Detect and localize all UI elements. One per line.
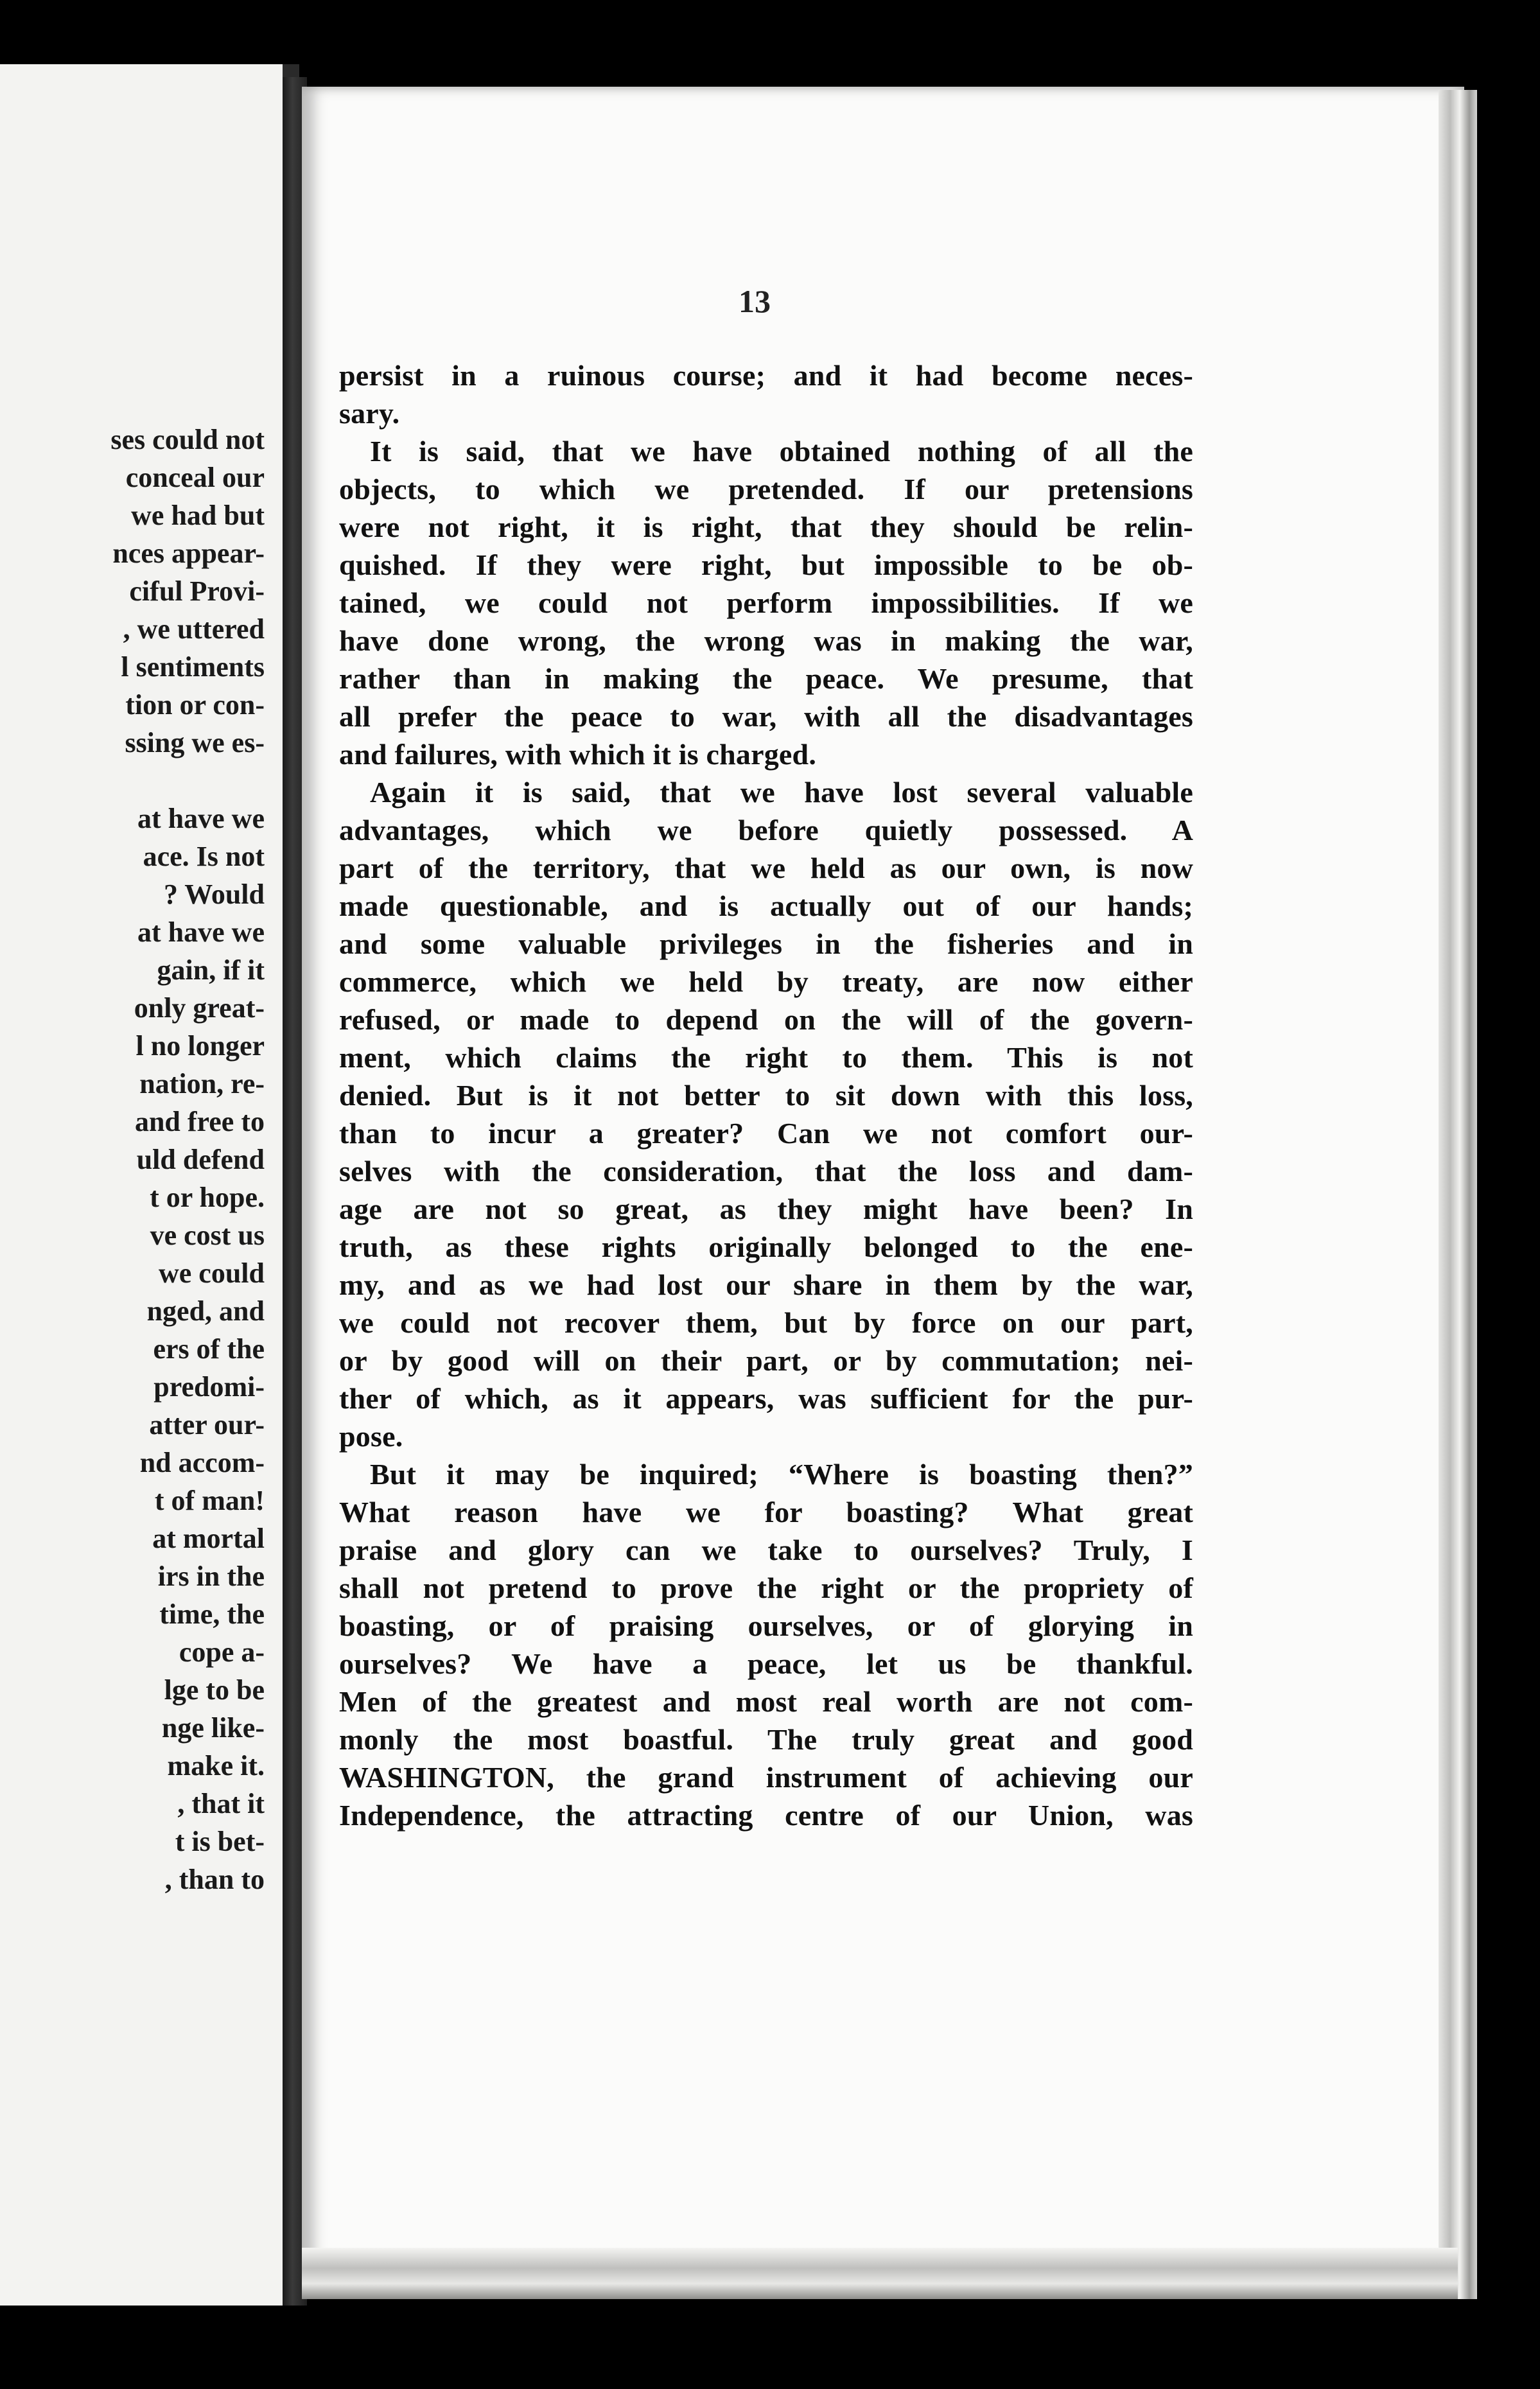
text-line: Again it is said, that we have lost several valuable (370, 776, 1193, 809)
left-page-line: ers of the (153, 1333, 265, 1365)
text-line: commerce, which we held by treaty, are now either (339, 965, 1193, 998)
left-page-line: and free to (134, 1106, 265, 1137)
left-page-line: ve cost us (150, 1220, 265, 1251)
left-page-line: lge to be (164, 1674, 265, 1706)
left-page-line: time, the (159, 1598, 265, 1630)
left-page-line: ses could not (110, 424, 265, 455)
text-line: Independence, the attracting centre of our Union, was (339, 1799, 1193, 1832)
text-line: sary. (339, 397, 400, 430)
text-line: ther of which, as it appears, was sufficient for the pur- (339, 1382, 1193, 1415)
text-line: than to incur a greater? Can we not comfort our- (339, 1117, 1193, 1150)
bottom-page-edge (302, 2248, 1458, 2299)
text-line: What reason have we for boasting? What great (339, 1496, 1193, 1528)
left-page-line: predomi- (153, 1371, 265, 1403)
text-line: pose. (339, 1420, 403, 1453)
text-line: refused, or made to depend on the will of the govern- (339, 1003, 1193, 1036)
left-page-line: , we uttered (123, 613, 265, 645)
text-line: part of the territory, that we held as our own, is now (339, 852, 1193, 884)
body-text (339, 356, 1193, 1834)
left-page-line: nd accom- (139, 1447, 265, 1478)
text-line: advantages, which we before quietly possessed. A (339, 814, 1193, 846)
left-page-line: nation, re- (139, 1068, 265, 1099)
left-page-line: l sentiments (121, 651, 265, 683)
left-page-line: l no longer (136, 1030, 265, 1062)
left-page-line: ssing we es- (125, 727, 265, 758)
text-line: quished. If they were right, but impossible to be ob- (339, 548, 1193, 581)
left-page-line: gain, if it (157, 954, 265, 986)
text-line: my, and as we had lost our share in them by the war, (339, 1268, 1193, 1301)
left-page-line: at have we (137, 916, 265, 948)
text-line: shall not pretend to prove the right or the propriety of (339, 1571, 1193, 1604)
left-page-line: we could (159, 1257, 265, 1289)
text-line: and failures, with which it is charged. (339, 738, 817, 771)
left-page-line: at mortal (152, 1523, 265, 1554)
text-line: all prefer the peace to war, with all the disadvantages (339, 700, 1193, 733)
left-page-line (110, 762, 265, 800)
left-page-line: tion or con- (125, 689, 265, 721)
text-line: ment, which claims the right to them. This is not (339, 1041, 1193, 1074)
left-page-line: cope a- (179, 1636, 265, 1668)
left-page-text (110, 421, 265, 1898)
left-page-line: , than to (164, 1864, 265, 1895)
page-edge (1439, 90, 1477, 2299)
text-line: selves with the consideration, that the loss and dam- (339, 1155, 1193, 1187)
text-line: made questionable, and is actually out of our hands; (339, 889, 1193, 922)
left-page-line: atter our- (149, 1409, 265, 1440)
left-page-line: , that it (177, 1788, 265, 1819)
text-line: WASHINGTON, the grand instrument of achieving our (339, 1761, 1193, 1794)
left-page-line: ? Would (164, 879, 265, 910)
text-line: ourselves? We have a peace, let us be thankful. (339, 1647, 1193, 1680)
left-page-line: uld defend (136, 1144, 265, 1175)
left-page-line: irs in the (157, 1561, 265, 1592)
left-page-line: conceal our (125, 462, 265, 493)
text-line: boasting, or of praising ourselves, or of glorying in (339, 1609, 1193, 1642)
left-page (0, 64, 299, 2306)
text-line: objects, to which we pretended. If our pretensions (339, 473, 1193, 505)
page-number: 13 (739, 283, 771, 319)
left-page-line: we had but (131, 500, 265, 531)
left-page-line: nces appear- (112, 538, 265, 569)
left-page-line: t is bet- (175, 1826, 265, 1857)
text-line: tained, we could not perform impossibilities. If we (339, 586, 1193, 619)
text-line: we could not recover them, but by force on our part, (339, 1306, 1193, 1339)
text-line: But it may be inquired; “Where is boasting then?” (370, 1458, 1193, 1491)
text-line: or by good will on their part, or by commutation; nei- (339, 1344, 1193, 1377)
left-page-line: ace. Is not (143, 841, 265, 872)
left-page-line: t of man! (154, 1485, 265, 1516)
text-line: Men of the greatest and most real worth are not com- (339, 1685, 1193, 1718)
left-page-line: nged, and (146, 1295, 265, 1327)
text-line: It is said, that we have obtained nothing of all the (370, 435, 1193, 468)
left-page-line: make it. (167, 1750, 265, 1781)
left-page-line: only great- (134, 992, 265, 1024)
text-line: monly the most boastful. The truly great and good (339, 1723, 1193, 1756)
text-line: and some valuable privileges in the fisheries and in (339, 927, 1193, 960)
left-page-line: t or hope. (150, 1182, 265, 1213)
left-page-line: ciful Provi- (129, 575, 265, 607)
text-line: were not right, it is right, that they should be relin- (339, 511, 1193, 543)
text-line: age are not so great, as they might have been? In (339, 1193, 1193, 1225)
text-line: truth, as these rights originally belonged to the ene- (339, 1230, 1193, 1263)
text-line: persist in a ruinous course; and it had become neces- (339, 359, 1193, 392)
left-page-line: at have we (137, 803, 265, 834)
text-line: denied. But is it not better to sit down with this loss, (339, 1079, 1193, 1112)
left-page-line: nge like- (161, 1712, 265, 1744)
text-line: rather than in making the peace. We presume, that (339, 662, 1193, 695)
text-line: have done wrong, the wrong was in making the war, (339, 624, 1193, 657)
text-line: praise and glory can we take to ourselves? Truly, I (339, 1534, 1193, 1566)
